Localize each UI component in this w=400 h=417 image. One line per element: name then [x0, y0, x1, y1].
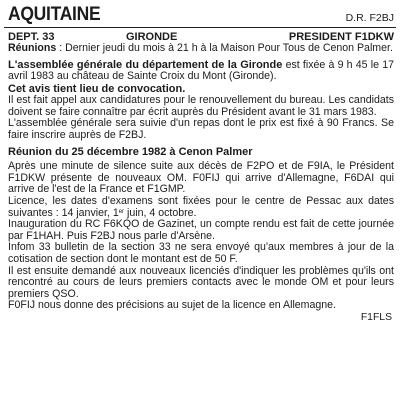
license-text-a: Licence, les dates d'examens sont fixées pour le centre de Pessac aux dates suivantes : 14 janvier, 1: [8, 194, 394, 219]
meetings-paragraph: [8, 43, 394, 55]
candidacy-paragraph: Il est fait appel aux candidatures pour le renouvellement du bureau. Les candidats doivent se faire connaître par écrit auprès du Président avant le 31 mars 1983.: [8, 94, 394, 118]
region-title: AQUITAINE: [8, 4, 101, 25]
germany-license-paragraph: F0FIJ nous donne des précisions au sujet de la licence en Allemagne.: [8, 299, 337, 312]
bulletin-page: [4, 2, 396, 413]
article-body: [4, 43, 396, 312]
meal-paragraph: L'assemblée générale sera suivie d'un repas dont le prix est fixé à 90 Francs. Se faire inscrire auprès de F2BJ.: [8, 117, 394, 142]
department-name: GIRONDE: [126, 31, 178, 43]
author-signature: F1FLS: [360, 311, 392, 323]
new-members-paragraph: Après une minute de silence suite aux décès de F2PO et de F9IA, le Président F1DKW présente de nouveaux OM. F0FIJ qui arrive d'Allemagne, F6DAI qui arrive de l'est de la France et F1GMP.: [8, 160, 394, 196]
inauguration-paragraph: Inauguration du RC F6KQO de Gazinet, un compte rendu est fait de cette journée par F1HAH. Puis F2BJ nous parle d'Arsène.: [8, 218, 394, 242]
bulletin-paragraph: Infom 33 bulletin de la section 33 ne sera envoyé qu'aux membres à jour de la cotisation de section dont le montant est de 50 F.: [8, 241, 394, 265]
new-licensees-paragraph: Il est ensuite demandé aux nouveaux licenciés d'indiquer les problèmes qu'ils ont rencontré au cours de leurs premiers contacts avec le monde OM et pour leurs premiers QSO.: [8, 264, 394, 300]
assembly-paragraph: [8, 59, 394, 83]
department-number: DEPT. 33: [8, 31, 55, 43]
department-line: [4, 28, 396, 43]
convocation-notice: Cet avis tient lieu de convocation.: [8, 82, 186, 95]
assembly-text: est fixée à 9 h 45 le 17 avril 1983 au château de Sainte Croix du Mont (Gironde).: [8, 58, 394, 83]
assembly-title: L'assemblée générale du département de la Gironde: [8, 58, 283, 71]
december-meeting-title: Réunion du 25 décembre 1982 à Cenon Palmer: [8, 145, 253, 158]
license-text-b: juin, 4 octobre.: [124, 206, 197, 219]
department-president: PRESIDENT F1DKW: [288, 31, 394, 43]
license-paragraph: [8, 196, 394, 219]
region-header: [4, 2, 396, 28]
license-superscript: er: [118, 208, 125, 215]
meetings-label: Réunions: [8, 42, 57, 54]
regional-director: D.R. F2BJ: [345, 12, 394, 24]
meetings-text: : Dernier jeudi du mois à 21 h à la Maison Pour Tous de Cenon Palmer.: [56, 42, 393, 54]
